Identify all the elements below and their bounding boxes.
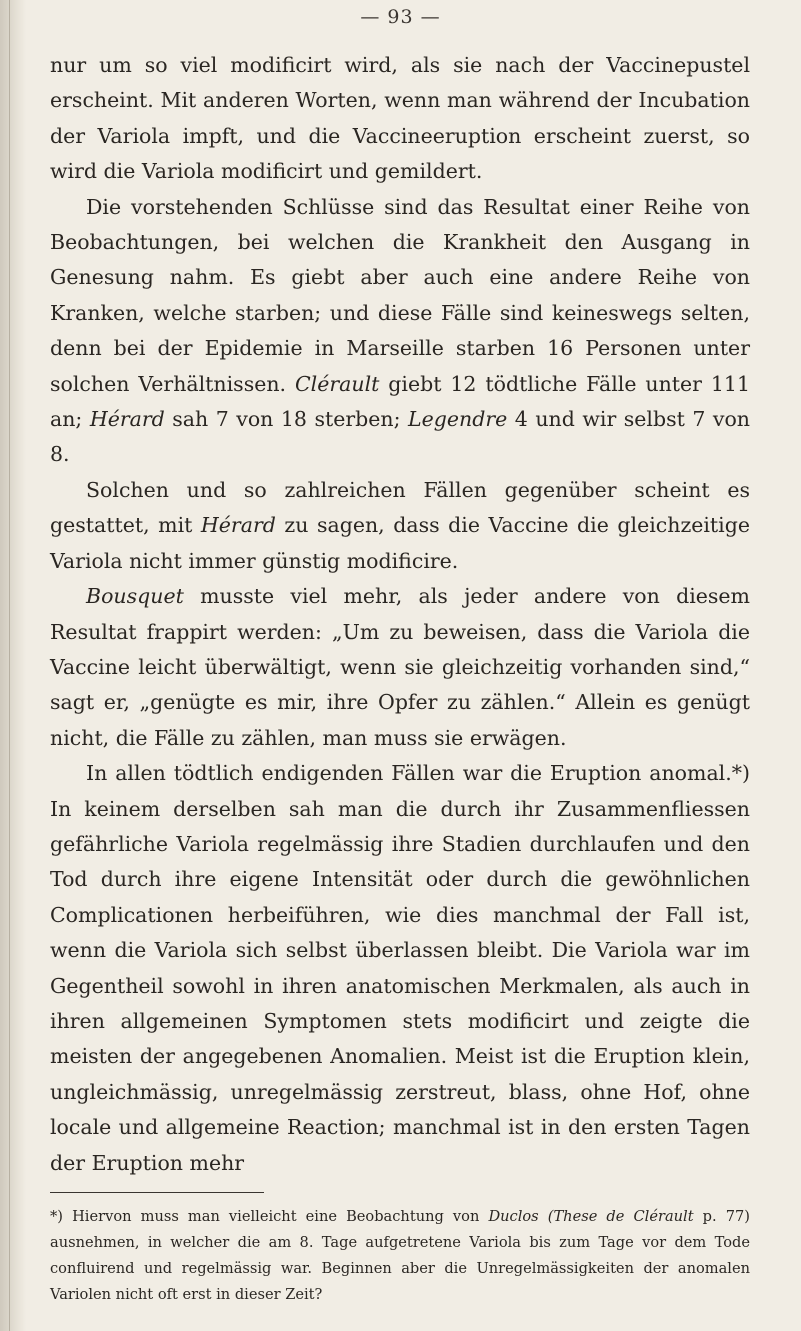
- author-name: Bousquet: [86, 584, 184, 609]
- page-number: — 93 —: [360, 6, 441, 28]
- text-run: Solchen und so zahlreichen Fällen gegenüber scheint es gestattet, mit: [50, 477, 750, 538]
- footnote: [50, 1204, 750, 1308]
- text-run: p. 77) ausnehmen, in welcher die am 8. Tage aufgetretene Variola bis zum Tage vor dem Tode confluirend und regelmässig war. Beginnen aber die Unregelmässigkeiten der anomalen Variolen nicht oft erst in dieser Zeit?: [50, 1208, 750, 1303]
- paragraph: [50, 756, 750, 1181]
- author-name: Hérard: [89, 407, 165, 432]
- author-name: Hérard: [200, 513, 276, 538]
- text-run: *) Hiervon muss man vielleicht eine Beobachtung von: [50, 1208, 489, 1225]
- author-name: Duclos (These de Clérault: [488, 1208, 694, 1225]
- text-run: 4 und wir selbst 7 von 8.: [50, 407, 750, 467]
- text-run: In allen tödtlich endigenden Fällen war die Eruption anomal.*) In keinem derselben sah man die durch ihr Zusammenfliessen gefährliche Variola regelmässig ihre Stadien durchlaufen und den Tod durch ihre eigene Intensität oder durch die gewöhnlichen Complicationen herbeiführen, wie dies manchmal der Fall ist, wenn die Variola sich selbst überlassen bleibt. Die Variola war im Gegentheil sowohl in ihren anatomischen Merkmalen, als auch in ihren allgemeinen Symptomen stets modificirt und zeigte die meisten der angegebenen Anomalien. Meist ist die Eruption klein, ungleichmässig, unregelmässig zerstreut, blass, ohne Hof, ohne locale und allgemeine Reaction; manchmal ist in den ersten Tagen der Eruption mehr: [50, 761, 750, 1175]
- text-run: nur um so viel modificirt wird, als sie nach der Vaccinepustel erscheint. Mit anderen Worten, wenn man während der Incubation der Variola impft, und die Vaccineeruption erscheint zuerst, so wird die Variola modificirt und gemildert.: [50, 53, 750, 184]
- paragraph: [50, 190, 750, 473]
- text-run: Die vorstehenden Schlüsse sind das Resultat einer Reihe von Beobachtungen, bei welchen die Krankheit den Ausgang in Genesung nahm. Es giebt aber auch eine andere Reihe von Kranken, welche starben; und diese Fälle sind keineswegs selten, denn bei der Epidemie in Marseille starben 16 Personen unter solchen Verhältnissen.: [50, 194, 750, 396]
- binding-edge: [9, 0, 10, 1331]
- footnote-paragraph: [50, 1204, 750, 1308]
- text-run: musste viel mehr, als jeder andere von diesem Resultat frappirt werden: „Um zu beweisen, dass die Variola die Vaccine leicht überwältigt, wenn sie gleichzeitig vorhanden sind,“ sagt er, „genügte es mir, ihre Opfer zu zählen.“ Allein es genügt nicht, die Fälle zu zählen, man muss sie erwägen.: [50, 584, 750, 750]
- paragraph: [50, 473, 750, 579]
- author-name: Clérault: [294, 371, 380, 396]
- text-run: zu sagen, dass die Vaccine die gleichzeitige Variola nicht immer günstig modificire.: [50, 513, 750, 573]
- paragraph: [50, 48, 750, 190]
- author-name: Legendre: [408, 407, 508, 432]
- footnote-rule: [50, 1192, 264, 1193]
- text-run: sah 7 von 18 sterben;: [164, 407, 409, 432]
- text-run: giebt 12 tödtliche Fälle unter 111 an;: [50, 371, 750, 432]
- binding-shadow: [0, 0, 26, 1331]
- body-text: [50, 48, 750, 1181]
- paragraph: [50, 579, 750, 756]
